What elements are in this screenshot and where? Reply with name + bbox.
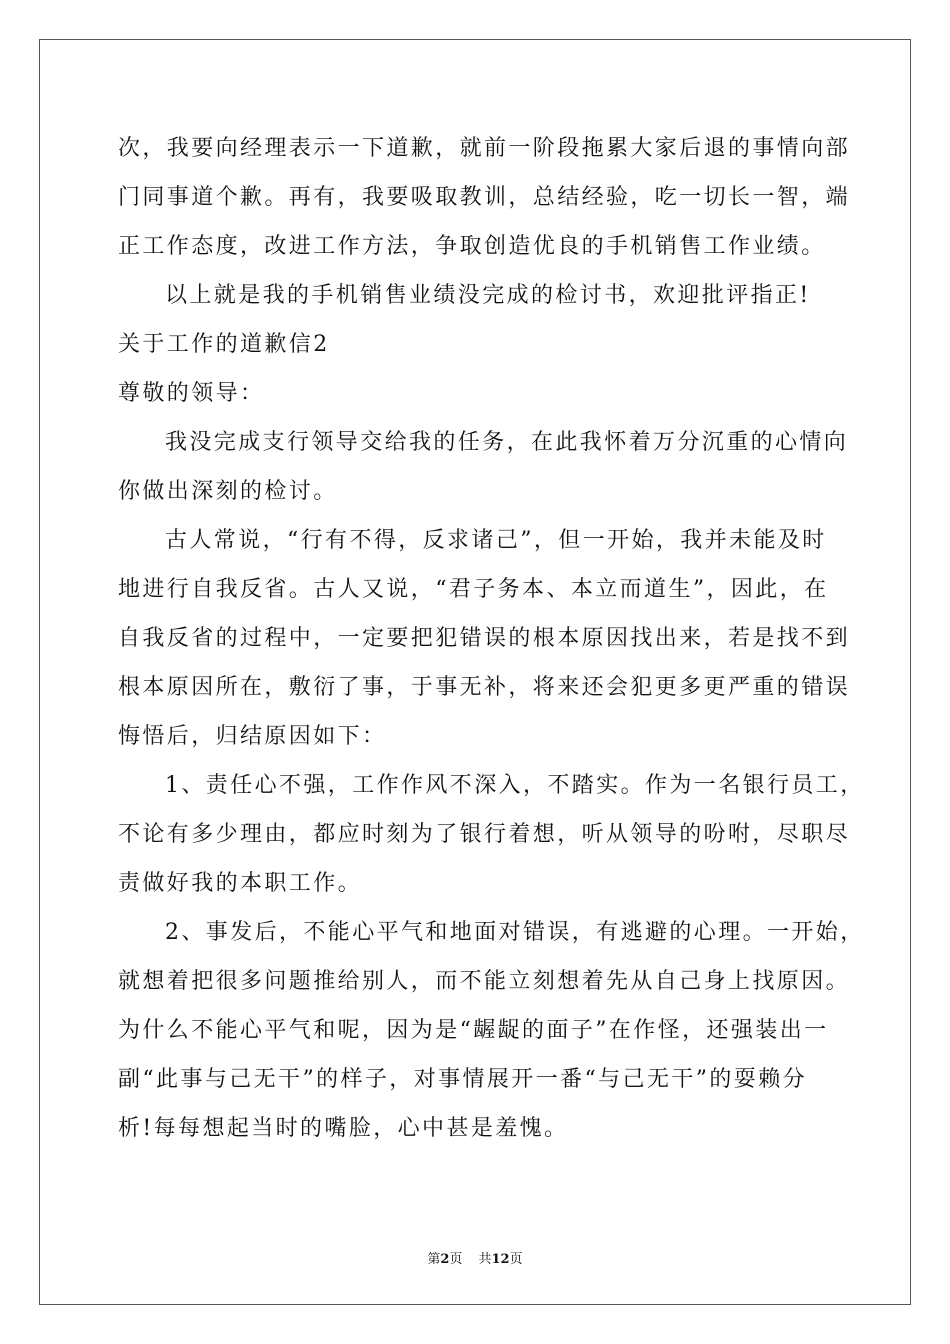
paragraph-start-line: 古人常说，“行有不得，反求诸己”，但一开始，我并未能及时 bbox=[165, 528, 827, 553]
salutation: 尊敬的领导： bbox=[118, 381, 265, 406]
document-body bbox=[118, 124, 865, 1153]
paragraph-start-line: 以上就是我的手机销售业绩没完成的检讨书，欢迎批评指正! bbox=[165, 283, 811, 308]
text-line: 责做好我的本职工作。 bbox=[118, 871, 363, 896]
text-line: 就想着把很多问题推给别人，而不能立刻想着先从自己身上找原因。 bbox=[118, 969, 851, 994]
total-suffix: 页 bbox=[509, 1252, 523, 1267]
paragraph-start-line: 2、事发后，不能心平气和地面对错误，有逃避的心理。一开始， bbox=[165, 920, 865, 945]
section-title: 关于工作的道歉信2 bbox=[118, 332, 330, 357]
text-line: 正工作态度，改进工作方法，争取创造优良的手机销售工作业绩。 bbox=[118, 234, 826, 259]
page-total: 12 bbox=[491, 1252, 510, 1267]
text-line: 次，我要向经理表示一下道歉，就前一阶段拖累大家后退的事情向部 bbox=[118, 136, 851, 161]
page-suffix: 页 bbox=[449, 1252, 463, 1267]
text-line: 悔悟后，归结原因如下： bbox=[118, 724, 387, 749]
text-line: 自我反省的过程中，一定要把犯错误的根本原因找出来，若是找不到 bbox=[118, 626, 851, 651]
page-footer bbox=[0, 1248, 950, 1267]
page-current: 2 bbox=[440, 1252, 450, 1267]
text-line: 析!每每想起当时的嘴脸，心中甚是羞愧。 bbox=[118, 1116, 569, 1141]
text-line: 根本原因所在，敷衍了事，于事无补，将来还会犯更多更严重的错误 bbox=[118, 675, 851, 700]
page-prefix: 第 bbox=[427, 1252, 441, 1267]
text-line: 你做出深刻的检讨。 bbox=[118, 479, 338, 504]
total-prefix: 共 bbox=[478, 1252, 492, 1267]
text-line: 门同事道个歉。再有，我要吸取教训，总结经验，吃一切长一智，端 bbox=[118, 185, 851, 210]
text-line: 为什么不能心平气和呢，因为是“龌龊的面子”在作怪，还强装出一 bbox=[118, 1018, 829, 1043]
text-line: 不论有多少理由，都应时刻为了银行着想，听从领导的吩咐，尽职尽 bbox=[118, 822, 851, 847]
paragraph-start-line: 1、责任心不强，工作作风不深入，不踏实。作为一名银行员工， bbox=[165, 773, 865, 798]
paragraph-start-line: 我没完成支行领导交给我的任务，在此我怀着万分沉重的心情向 bbox=[165, 430, 849, 455]
text-line: 地进行自我反省。古人又说，“君子务本、本立而道生”，因此，在 bbox=[118, 577, 829, 602]
text-line: 副“此事与己无干”的样子，对事情展开一番“与己无干”的耍赖分 bbox=[118, 1067, 807, 1092]
